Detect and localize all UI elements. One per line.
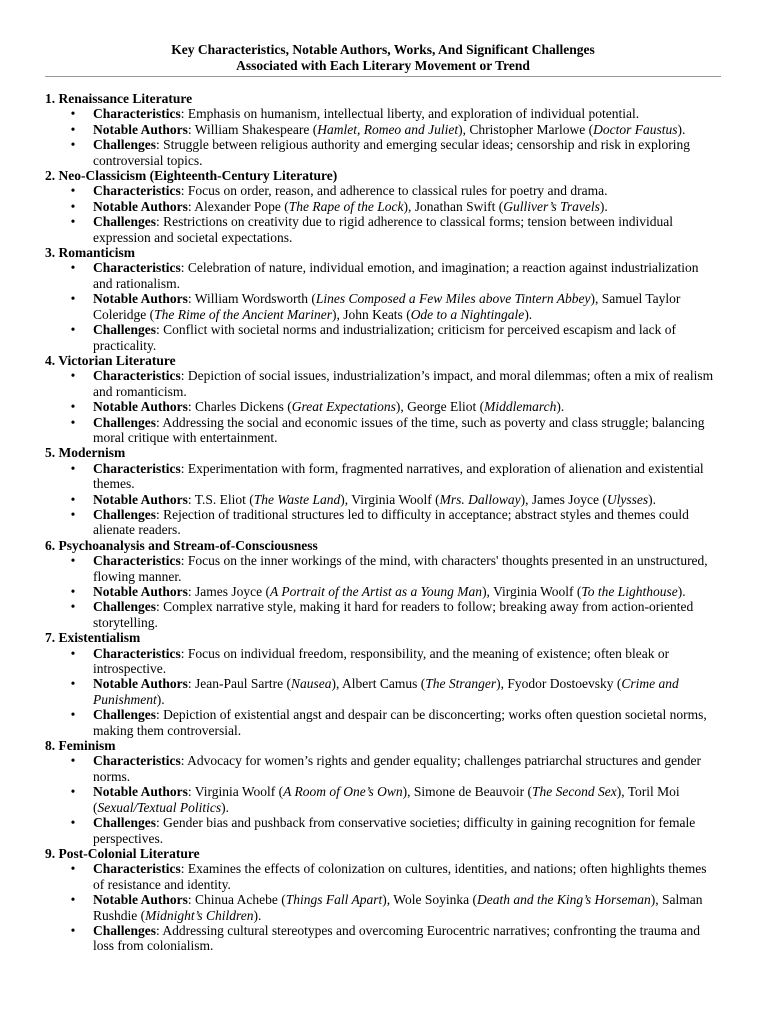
author-text: T.S. Eliot ( xyxy=(194,491,254,507)
bullet-icon: • xyxy=(70,291,76,307)
bullet-icon: • xyxy=(70,183,76,199)
challenges-label: Challenges xyxy=(93,214,157,230)
bullet-item-authors xyxy=(45,399,721,414)
author-text: ). xyxy=(648,491,657,507)
challenges-label: Challenges xyxy=(93,707,157,723)
bullet-icon: • xyxy=(70,198,76,214)
bullet-item-challenges xyxy=(45,214,721,245)
bullet-item-challenges xyxy=(45,322,721,353)
bullet-icon: • xyxy=(70,815,76,831)
author-text: ). xyxy=(253,907,262,923)
challenges-label: Challenges xyxy=(93,322,157,338)
challenges-text: Addressing cultural stereotypes and overcoming Eurocentric narratives; confronting the trauma and loss from colonialism. xyxy=(93,922,700,954)
author-text: ), Toril Moi ( xyxy=(93,784,680,815)
author-text: ), Samuel Taylor Coleridge ( xyxy=(93,291,681,322)
label-separator: : xyxy=(156,922,163,938)
author-text: ), Virginia Woolf ( xyxy=(340,491,440,507)
label-separator: : xyxy=(156,506,164,522)
characteristics-label: Characteristics xyxy=(93,645,181,661)
author-text: William Shakespeare ( xyxy=(194,121,318,137)
label-separator: : xyxy=(156,707,164,723)
bullet-icon: • xyxy=(70,322,76,338)
characteristics-text: Focus on individual freedom, responsibility, and the meaning of existence; often bleak or introspective. xyxy=(93,645,670,677)
literary-movement-section xyxy=(45,846,721,954)
author-text: ), Salman Rushdie ( xyxy=(93,892,703,923)
section-heading: 7. Existentialism xyxy=(45,630,141,646)
section-heading: 4. Victorian Literature xyxy=(45,352,176,368)
author-text: ). xyxy=(556,399,565,415)
author-text: Chinua Achebe ( xyxy=(195,892,286,908)
work-title: Ulysses xyxy=(606,491,649,507)
bullet-item-characteristics xyxy=(45,368,721,399)
bullet-icon: • xyxy=(70,922,76,938)
label-separator: : xyxy=(180,368,188,384)
challenges-label: Challenges xyxy=(93,815,157,831)
challenges-text: Restrictions on creativity due to rigid adherence to classical forms; tension between individual expression and societal expectations. xyxy=(93,214,674,245)
authors-label: Notable Authors xyxy=(93,121,188,137)
label-separator: : xyxy=(187,784,195,800)
section-heading: 6. Psychoanalysis and Stream-of-Consciousness xyxy=(45,537,318,553)
label-separator: : xyxy=(180,183,188,199)
bullet-icon: • xyxy=(70,368,76,384)
section-heading: 8. Feminism xyxy=(45,738,116,754)
bullet-icon: • xyxy=(70,676,76,692)
author-text: Virginia Woolf ( xyxy=(194,784,284,800)
label-separator: : xyxy=(187,399,196,415)
label-separator: : xyxy=(156,414,163,430)
characteristics-text: Focus on order, reason, and adherence to classical rules for poetry and drama. xyxy=(187,183,608,199)
work-title: Great Expectations xyxy=(291,399,396,415)
bullet-icon: • xyxy=(70,753,76,769)
challenges-text: Conflict with societal norms and industrialization; criticism for perceived escapism and lack of practicality. xyxy=(93,322,677,353)
literary-movement-section xyxy=(45,168,721,245)
characteristics-label: Characteristics xyxy=(93,368,181,384)
author-text: Jean-Paul Sartre ( xyxy=(195,676,291,692)
literary-movement-section xyxy=(45,245,721,353)
author-text: ), Jonathan Swift ( xyxy=(403,198,504,214)
authors-label: Notable Authors xyxy=(93,676,188,692)
author-text: ), Virginia Woolf ( xyxy=(482,584,582,599)
bullet-item-challenges xyxy=(45,815,721,846)
label-separator: : xyxy=(180,553,188,569)
authors-label: Notable Authors xyxy=(93,784,188,800)
label-separator: : xyxy=(156,815,164,831)
author-text: ), Albert Camus ( xyxy=(331,676,426,692)
challenges-label: Challenges xyxy=(93,599,157,615)
challenges-label: Challenges xyxy=(93,922,157,938)
bullet-item-authors xyxy=(45,784,721,815)
characteristics-label: Characteristics xyxy=(93,460,181,476)
bullet-item-authors xyxy=(45,676,721,707)
bullet-icon: • xyxy=(70,707,76,723)
characteristics-text: Depiction of social issues, industrialization’s impact, and moral dilemmas; often a mix of realism and romanticism. xyxy=(93,368,714,399)
bullet-icon: • xyxy=(70,414,76,430)
bullet-item-characteristics xyxy=(45,753,721,784)
bullet-icon: • xyxy=(70,553,76,569)
section-heading: 3. Romanticism xyxy=(45,245,135,261)
section-heading: 1. Renaissance Literature xyxy=(45,91,193,106)
section-heading: 9. Post-Colonial Literature xyxy=(45,845,200,861)
author-text: ), Wole Soyinka ( xyxy=(382,892,477,908)
bullet-item-authors xyxy=(45,291,721,322)
author-text: William Wordsworth ( xyxy=(194,291,316,307)
label-separator: : xyxy=(180,861,188,877)
bullet-icon: • xyxy=(70,106,76,122)
label-separator: : xyxy=(187,676,196,692)
work-title: The Second Sex xyxy=(532,784,617,800)
authors-label: Notable Authors xyxy=(93,584,188,599)
challenges-text: Complex narrative style, making it hard for readers to follow; breaking away from action-oriented storytelling. xyxy=(93,599,694,630)
characteristics-text: Advocacy for women’s rights and gender equality; challenges patriarchal structures and gender norms. xyxy=(93,753,702,784)
characteristics-label: Characteristics xyxy=(93,553,181,569)
bullet-icon: • xyxy=(70,460,76,476)
work-title: Midnight’s Children xyxy=(145,907,254,923)
bullet-item-characteristics xyxy=(45,553,721,584)
work-title: Doctor Faustus xyxy=(593,121,678,137)
challenges-label: Challenges xyxy=(93,414,157,430)
characteristics-label: Characteristics xyxy=(93,260,181,276)
authors-label: Notable Authors xyxy=(93,892,188,908)
bullet-icon: • xyxy=(70,121,76,137)
label-separator: : xyxy=(180,460,188,476)
author-text: ). xyxy=(677,121,686,137)
work-title: Ode to a Nightingale xyxy=(410,306,525,322)
section-bullet-list xyxy=(45,461,721,538)
section-bullet-list xyxy=(45,106,721,168)
title-line-1: Key Characteristics, Notable Authors, Works, And Significant Challenges xyxy=(171,42,595,57)
bullet-icon: • xyxy=(70,506,76,522)
characteristics-text: Celebration of nature, individual emotion, and imagination; a reaction against industrialization and rationalism. xyxy=(93,260,699,291)
section-bullet-list xyxy=(45,368,721,445)
bullet-item-characteristics xyxy=(45,461,721,492)
characteristics-label: Characteristics xyxy=(93,861,181,877)
authors-label: Notable Authors xyxy=(93,399,188,415)
characteristics-text: Focus on the inner workings of the mind, with characters' thoughts presented in an unstructured, flowing manner. xyxy=(93,553,708,584)
bullet-item-authors xyxy=(45,492,721,507)
work-title: Things Fall Apart xyxy=(285,892,383,908)
author-text: ). xyxy=(677,584,686,599)
section-bullet-list xyxy=(45,753,721,845)
literary-movement-section xyxy=(45,538,721,630)
document-title xyxy=(45,42,721,74)
section-bullet-list xyxy=(45,553,721,630)
bullet-item-challenges xyxy=(45,137,721,168)
bullet-item-characteristics xyxy=(45,106,721,121)
work-title: The Stranger xyxy=(425,676,497,692)
author-text: ), John Keats ( xyxy=(331,306,411,322)
challenges-label: Challenges xyxy=(93,506,157,522)
work-title: Gulliver’s Travels xyxy=(503,198,600,214)
challenges-text: Addressing the social and economic issues of the time, such as poverty and class struggle; balancing moral critique with entertainment. xyxy=(93,414,705,445)
label-separator: : xyxy=(180,753,188,769)
section-bullet-list xyxy=(45,646,721,738)
bullet-item-challenges xyxy=(45,415,721,446)
work-title: Sexual/Textual Politics xyxy=(97,799,222,815)
literary-movement-section xyxy=(45,353,721,445)
sections-list xyxy=(45,91,721,954)
label-separator: : xyxy=(187,491,195,507)
work-title: To the Lighthouse xyxy=(581,584,678,599)
label-separator: : xyxy=(187,121,195,137)
bullet-item-authors xyxy=(45,584,721,599)
bullet-icon: • xyxy=(70,645,76,661)
characteristics-text: Experimentation with form, fragmented narratives, and exploration of alienation and existential themes. xyxy=(93,460,704,492)
characteristics-text: Examines the effects of colonization on cultures, identities, and nations; often highlights themes of resistance and identity. xyxy=(93,861,707,892)
label-separator: : xyxy=(156,137,164,153)
author-text: ), Fyodor Dostoevsky ( xyxy=(496,676,622,692)
author-text: ), Simone de Beauvoir ( xyxy=(402,784,532,800)
literary-movement-section xyxy=(45,445,721,537)
author-text: ). xyxy=(524,306,533,322)
section-heading: 2. Neo-Classicism (Eighteenth-Century Literature) xyxy=(45,168,338,184)
label-separator: : xyxy=(187,584,196,599)
bullet-item-authors xyxy=(45,199,721,214)
work-title: The Rime of the Ancient Mariner xyxy=(154,306,332,322)
bullet-item-authors xyxy=(45,892,721,923)
author-text: ), James Joyce ( xyxy=(520,491,607,507)
bullet-item-characteristics xyxy=(45,260,721,291)
work-title: Hamlet, Romeo and Juliet xyxy=(317,121,459,137)
label-separator: : xyxy=(187,892,196,908)
label-separator: : xyxy=(156,214,164,230)
challenges-text: Struggle between religious authority and emerging secular ideas; censorship and risk in exploring controversial topics. xyxy=(93,137,691,168)
author-text: Charles Dickens ( xyxy=(195,399,292,415)
bullet-icon: • xyxy=(70,599,76,615)
bullet-icon: • xyxy=(70,584,76,599)
bullet-icon: • xyxy=(70,861,76,877)
bullet-icon: • xyxy=(70,214,76,230)
work-title: Middlemarch xyxy=(484,399,557,415)
bullet-item-challenges xyxy=(45,707,721,738)
author-text: James Joyce ( xyxy=(195,584,271,599)
label-separator: : xyxy=(187,291,195,307)
characteristics-label: Characteristics xyxy=(93,753,181,769)
bullet-item-characteristics xyxy=(45,646,721,677)
bullet-icon: • xyxy=(70,784,76,800)
bullet-item-challenges xyxy=(45,923,721,954)
work-title: A Portrait of the Artist as a Young Man xyxy=(270,584,483,599)
work-title: The Waste Land xyxy=(253,491,341,507)
literary-movement-section xyxy=(45,630,721,738)
bullet-icon: • xyxy=(70,137,76,153)
authors-label: Notable Authors xyxy=(93,291,188,307)
characteristics-label: Characteristics xyxy=(93,183,181,199)
section-bullet-list xyxy=(45,183,721,245)
authors-label: Notable Authors xyxy=(93,198,188,214)
characteristics-label: Characteristics xyxy=(93,106,181,122)
label-separator: : xyxy=(180,645,188,661)
bullet-icon: • xyxy=(70,399,76,415)
section-bullet-list xyxy=(45,260,721,352)
label-separator: : xyxy=(180,260,188,276)
bullet-icon: • xyxy=(70,260,76,276)
work-title: The Rape of the Lock xyxy=(288,198,404,214)
bullet-item-authors xyxy=(45,122,721,137)
author-text: ). xyxy=(599,198,608,214)
author-text: ). xyxy=(156,691,165,707)
bullet-icon: • xyxy=(70,892,76,908)
section-heading: 5. Modernism xyxy=(45,445,126,461)
work-title: Mrs. Dalloway xyxy=(439,491,521,507)
characteristics-text: Emphasis on humanism, intellectual liberty, and exploration of individual potential. xyxy=(187,106,640,122)
challenges-text: Gender bias and pushback from conservative societies; difficulty in gaining recognition for female perspectives. xyxy=(93,815,696,846)
section-bullet-list xyxy=(45,861,721,953)
literary-movement-section xyxy=(45,738,721,846)
work-title: Death and the King’s Horseman xyxy=(476,892,651,908)
author-text: ). xyxy=(221,799,229,815)
author-text: ), Christopher Marlowe ( xyxy=(458,121,594,137)
work-title: Crime and Punishment xyxy=(93,676,679,707)
authors-label: Notable Authors xyxy=(93,491,188,507)
author-text: ), George Eliot ( xyxy=(395,399,485,415)
work-title: Nausea xyxy=(291,676,332,692)
title-divider xyxy=(45,76,721,77)
challenges-label: Challenges xyxy=(93,137,157,153)
label-separator: : xyxy=(156,322,164,338)
label-separator: : xyxy=(156,599,164,615)
author-text: Alexander Pope ( xyxy=(194,198,289,214)
bullet-icon: • xyxy=(70,491,76,507)
bullet-item-characteristics xyxy=(45,861,721,892)
work-title: Lines Composed a Few Miles above Tintern Abbey xyxy=(315,291,591,307)
bullet-item-challenges xyxy=(45,599,721,630)
bullet-item-challenges xyxy=(45,507,721,538)
bullet-item-characteristics xyxy=(45,183,721,198)
challenges-text: Depiction of existential angst and despair can be disconcerting; works often question societal norms, making them controversial. xyxy=(93,707,707,738)
literary-movement-section xyxy=(45,91,721,168)
title-line-2: Associated with Each Literary Movement or Trend xyxy=(236,58,530,73)
label-separator: : xyxy=(180,106,188,122)
challenges-text: Rejection of traditional structures led to difficulty in acceptance; abstract styles and themes could alienate readers. xyxy=(93,506,689,538)
label-separator: : xyxy=(187,198,195,214)
work-title: A Room of One’s Own xyxy=(283,784,403,800)
